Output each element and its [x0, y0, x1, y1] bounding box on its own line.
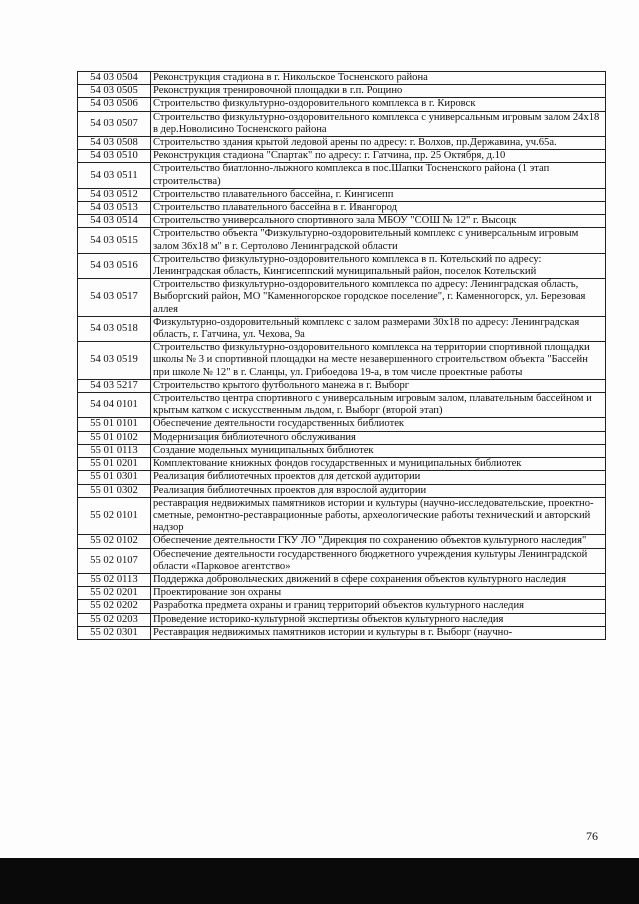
- table-row: [78, 215, 606, 228]
- row-code: 55 02 0102: [78, 535, 151, 548]
- row-description: Строительство физкультурно-оздоровительного комплекса по адресу: Ленинградская область, Выборгский район, МО "Каменногорское городское поселение", г. Каменногорск, ул. Березовая аллея: [151, 279, 606, 317]
- row-code: 55 02 0202: [78, 600, 151, 613]
- table-row: [78, 279, 606, 317]
- row-code: 55 02 0101: [78, 497, 151, 535]
- table-row: [78, 150, 606, 163]
- row-description: Обеспечение деятельности государственного бюджетного учреждения культуры Ленинградской области «Парковое агентство»: [151, 548, 606, 573]
- row-description: Реализация библиотечных проектов для детской аудитории: [151, 471, 606, 484]
- budget-code-table: [77, 71, 606, 640]
- row-code: 54 03 0513: [78, 202, 151, 215]
- row-description: Обеспечение деятельности государственных библиотек: [151, 418, 606, 431]
- page-number: 76: [586, 829, 598, 843]
- table-row: [78, 163, 606, 188]
- row-description: Строительство биатлонно-лыжного комплекса в пос.Шапки Тосненского района (1 этап строительства): [151, 163, 606, 188]
- row-code: 55 02 0113: [78, 573, 151, 586]
- table-row: [78, 253, 606, 278]
- row-code: 55 01 0113: [78, 444, 151, 457]
- row-code: 55 01 0302: [78, 484, 151, 497]
- table-row: [78, 535, 606, 548]
- row-code: 54 03 0516: [78, 253, 151, 278]
- row-description: Поддержка добровольческих движений в сфере сохранения объектов культурного наследия: [151, 573, 606, 586]
- table-row: [78, 316, 606, 341]
- row-code: 55 02 0301: [78, 626, 151, 639]
- table-row: [78, 444, 606, 457]
- table-row: [78, 600, 606, 613]
- table-row: [78, 497, 606, 535]
- row-code: 54 03 0506: [78, 98, 151, 111]
- table-row: [78, 548, 606, 573]
- row-code: 54 03 0508: [78, 137, 151, 150]
- row-code: 54 04 0101: [78, 393, 151, 418]
- row-description: Разработка предмета охраны и границ территорий объектов культурного наследия: [151, 600, 606, 613]
- table-row: [78, 202, 606, 215]
- table-row: [78, 484, 606, 497]
- table-row: [78, 188, 606, 201]
- table-row: [78, 573, 606, 586]
- row-description: Строительство плавательного бассейна в г. Ивангород: [151, 202, 606, 215]
- row-description: Реставрация недвижимых памятников истории и культуры в г. Выборг (научно-: [151, 626, 606, 639]
- row-description: Строительство плавательного бассейна, г. Кингисепп: [151, 188, 606, 201]
- row-description: Проведение историко-культурной экспертизы объектов культурного наследия: [151, 613, 606, 626]
- row-description: Строительство здания крытой ледовой арены по адресу: г. Волхов, пр.Державина, уч.65а.: [151, 137, 606, 150]
- row-code: 54 03 5217: [78, 379, 151, 392]
- row-description: Строительство физкультурно-оздоровительного комплекса с универсальным игровым залом 24x18 в дер.Новолисино Тосненского района: [151, 111, 606, 136]
- table-row: [78, 72, 606, 85]
- row-code: 55 01 0201: [78, 458, 151, 471]
- row-code: 54 03 0518: [78, 316, 151, 341]
- table-row: [78, 471, 606, 484]
- row-code: 55 02 0107: [78, 548, 151, 573]
- table-row: [78, 342, 606, 380]
- table-row: [78, 613, 606, 626]
- row-code: 55 01 0102: [78, 431, 151, 444]
- row-description: Комплектование книжных фондов государственных и муниципальных библиотек: [151, 458, 606, 471]
- row-code: 55 02 0203: [78, 613, 151, 626]
- table-row: [78, 431, 606, 444]
- row-code: 54 03 0505: [78, 85, 151, 98]
- row-description: Создание модельных муниципальных библиотек: [151, 444, 606, 457]
- row-code: 54 03 0515: [78, 228, 151, 253]
- table-row: [78, 626, 606, 639]
- row-description: Строительство центра спортивного с универсальным игровым залом, плавательным бассейном и крытым катком с искусственным льдом, г. Выборг (второй этап): [151, 393, 606, 418]
- row-code: 54 03 0510: [78, 150, 151, 163]
- row-description: реставрация недвижимых памятников истории и культуры (научно-исследовательские, проектно-сметные, ремонтно-реставрационные работы, археологические работы технический и авторский надзор: [151, 497, 606, 535]
- scan-border: [0, 858, 639, 904]
- row-description: Проектирование зон охраны: [151, 587, 606, 600]
- row-description: Физкультурно-оздоровительный комплекс с залом размерами 30x18 по адресу: Ленинградская область, г. Гатчина, ул. Чехова, 9а: [151, 316, 606, 341]
- row-description: Строительство физкультурно-оздоровительного комплекса на территории спортивной площадки школы № 3 и спортивной площадки на месте незавершенного строительством объекта "Бассейн при школе № 12" в г. Сланцы, ул. Грибоедова 19-а, в том числе проектные работы: [151, 342, 606, 380]
- table-row: [78, 228, 606, 253]
- row-description: Реконструкция стадиона "Спартак" по адресу: г. Гатчина, пр. 25 Октября, д.10: [151, 150, 606, 163]
- table-row: [78, 458, 606, 471]
- row-code: 54 03 0512: [78, 188, 151, 201]
- table-row: [78, 111, 606, 136]
- table-row: [78, 98, 606, 111]
- table-row: [78, 137, 606, 150]
- table-row: [78, 587, 606, 600]
- row-code: 54 03 0504: [78, 72, 151, 85]
- row-code: 54 03 0514: [78, 215, 151, 228]
- row-code: 55 02 0201: [78, 587, 151, 600]
- row-description: Реализация библиотечных проектов для взрослой аудитории: [151, 484, 606, 497]
- row-description: Обеспечение деятельности ГКУ ЛО "Дирекция по сохранению объектов культурного наследия": [151, 535, 606, 548]
- row-code: 55 01 0301: [78, 471, 151, 484]
- table-row: [78, 379, 606, 392]
- table-row: [78, 393, 606, 418]
- row-code: 54 03 0519: [78, 342, 151, 380]
- row-description: Строительство крытого футбольного манежа в г. Выборг: [151, 379, 606, 392]
- row-code: 54 03 0517: [78, 279, 151, 317]
- row-description: Строительство универсального спортивного зала МБОУ "СОШ № 12" г. Высоцк: [151, 215, 606, 228]
- row-description: Строительство физкультурно-оздоровительного комплекса в г. Кировск: [151, 98, 606, 111]
- table-row: [78, 85, 606, 98]
- row-description: Модернизация библиотечного обслуживания: [151, 431, 606, 444]
- table-body: [78, 72, 606, 640]
- table-row: [78, 418, 606, 431]
- row-code: 54 03 0511: [78, 163, 151, 188]
- row-description: Строительство объекта "Физкультурно-оздоровительный комплекс с универсальным игровым залом 36x18 м" в г. Сертолово Ленинградской области: [151, 228, 606, 253]
- row-code: 55 01 0101: [78, 418, 151, 431]
- row-description: Реконструкция тренировочной площадки в г.п. Рощино: [151, 85, 606, 98]
- row-code: 54 03 0507: [78, 111, 151, 136]
- row-description: Реконструкция стадиона в г. Никольское Тосненского района: [151, 72, 606, 85]
- row-description: Строительство физкультурно-оздоровительного комплекса в п. Котельский по адресу: Ленинградская область, Кингисеппский муниципальный район, поселок Котельский: [151, 253, 606, 278]
